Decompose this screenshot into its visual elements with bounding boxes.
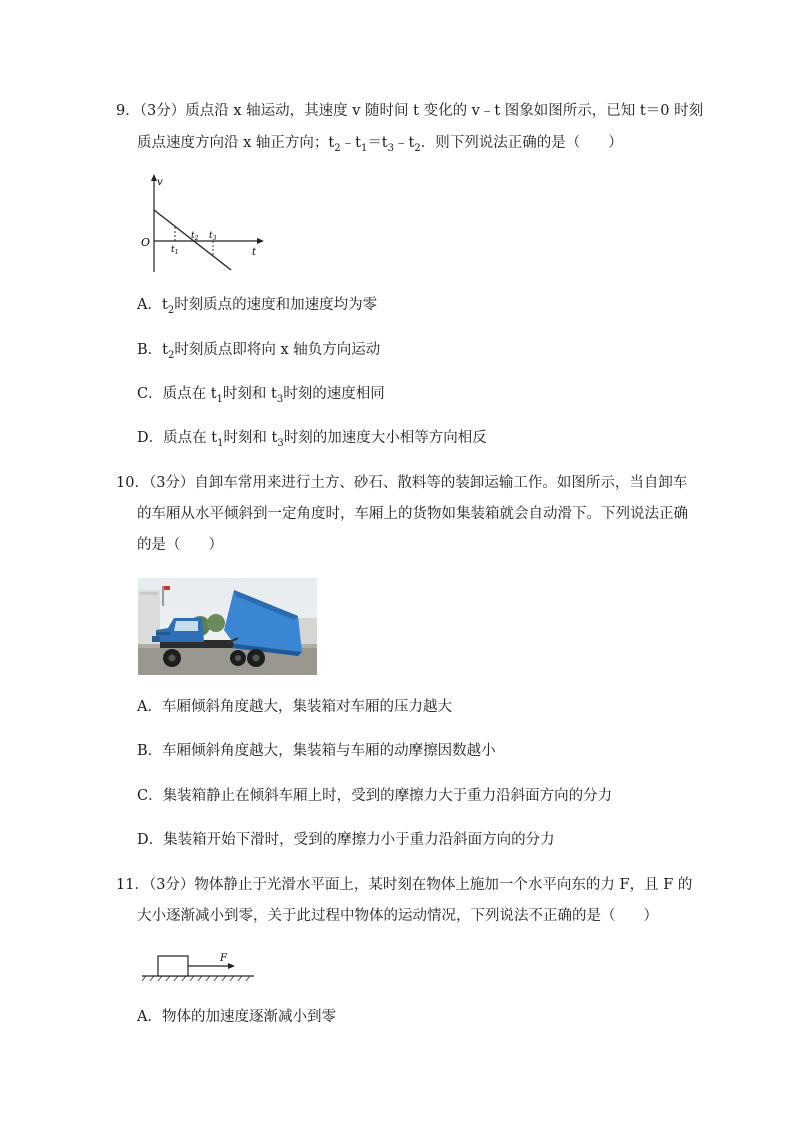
q10-option-a[interactable]: A．车厢倾斜角度越大，集装箱对车厢的压力越大 [137, 699, 452, 715]
option-prefix: D．质点在 t [137, 430, 218, 446]
origin-label: O [141, 236, 151, 249]
option-text: 时刻质点即将向 x 轴负方向运动 [174, 342, 381, 358]
q9-stem-2e: ．则下列说法正确的是（ [420, 135, 581, 151]
q9-sub: 1 [360, 143, 368, 154]
q10-line1: 10．（3分）自卸车常用来进行土方、砂石、散料等的装卸运输工作。如图所示，当自卸车 [116, 475, 688, 491]
q11-option-a[interactable]: A．物体的加速度逐渐减小到零 [137, 1009, 336, 1025]
option-prefix: C．质点在 t [137, 386, 217, 402]
q9-stem-2a: 质点速度方向沿 x 轴正方向；t [137, 135, 335, 151]
option-mid: 时刻和 t [223, 430, 278, 446]
q11-line1: 11．（3分）物体静止于光滑水平面上，某时刻在物体上施加一个水平向东的力 F，且 F 的 [116, 877, 693, 893]
option-sub: 2 [167, 305, 175, 316]
t3-label: $t_3$ [209, 231, 217, 242]
t-axis-arrow [257, 238, 264, 244]
option-mid: 时刻和 t [222, 386, 277, 402]
option-prefix: B．t [137, 342, 168, 358]
q9-option-d[interactable] [137, 428, 487, 450]
t1-label: $t_1$ [171, 245, 179, 256]
q10-line2: 的车厢从水平倾斜到一定角度时，车厢上的货物如集装箱就会自动滑下。下列说法正确 [137, 506, 688, 522]
ground-hatch [142, 976, 250, 981]
q9-sub: 3 [387, 143, 395, 154]
q9-stem-2b: ﹣t [340, 135, 361, 151]
t2-label: $t_2$ [191, 231, 199, 242]
q9-stem-2c: ＝t [367, 135, 388, 151]
v-label: v [157, 177, 163, 188]
q9-sub: 2 [414, 143, 421, 154]
q9-option-c[interactable] [137, 384, 385, 406]
q10-option-d[interactable]: D．集装箱开始下滑时，受到的摩擦力小于重力沿斜面方向的分力 [137, 832, 555, 848]
q10-stem-3a: 的是（ [137, 537, 181, 553]
block-force-diagram [140, 948, 256, 982]
q10-line3 [137, 535, 223, 555]
option-sub: 1 [216, 394, 223, 405]
q9-option-a[interactable] [137, 295, 377, 317]
q9-option-b[interactable] [137, 340, 380, 362]
option-prefix: A．t [137, 297, 168, 313]
q10-option-c[interactable]: C．集装箱静止在倾斜车厢上时，受到的摩擦力大于重力沿斜面方向的分力 [137, 788, 613, 804]
q10-stem-3b: ） [208, 537, 223, 553]
vt-graph [138, 172, 268, 274]
q9-stem-2d: ﹣t [394, 135, 415, 151]
option-sub: 2 [167, 350, 175, 361]
option-text: 时刻质点的速度和加速度均为零 [174, 297, 378, 313]
q11-stem-2b: ） [643, 908, 658, 924]
q9-line1 [116, 101, 703, 121]
building [138, 590, 160, 652]
option-text: 时刻的速度相同 [283, 386, 385, 402]
q11-stem-2a: 大小逐渐减小到零，关于此过程中物体的运动情况，下列说法不正确的是（ [137, 908, 616, 924]
block [158, 956, 188, 976]
force-arrowhead [228, 963, 235, 969]
q9-stem-1: 质点沿 x 轴运动，其速度 v 随时间 t 变化的 v﹣t 图象如图所示，已知 t＝0 时刻 [185, 103, 704, 119]
q9-sub: 2 [334, 143, 341, 154]
q9-line2 [137, 133, 623, 155]
force-label: F [220, 953, 227, 964]
t-label: t [252, 247, 257, 258]
option-sub: 1 [217, 438, 224, 449]
q10-option-b[interactable]: B．车厢倾斜角度越大，集装箱与车厢的动摩擦因数越小 [137, 743, 496, 759]
q9-stem-2f: ） [608, 135, 623, 151]
q9-points: （3分） [139, 103, 186, 119]
q11-line2 [137, 906, 658, 926]
option-sub: 3 [277, 438, 284, 449]
dump-truck-photo [138, 578, 317, 675]
q9-number: 9． [116, 103, 140, 119]
option-sub: 3 [276, 394, 284, 405]
option-text: 时刻的加速度大小相等方向相反 [283, 430, 487, 446]
